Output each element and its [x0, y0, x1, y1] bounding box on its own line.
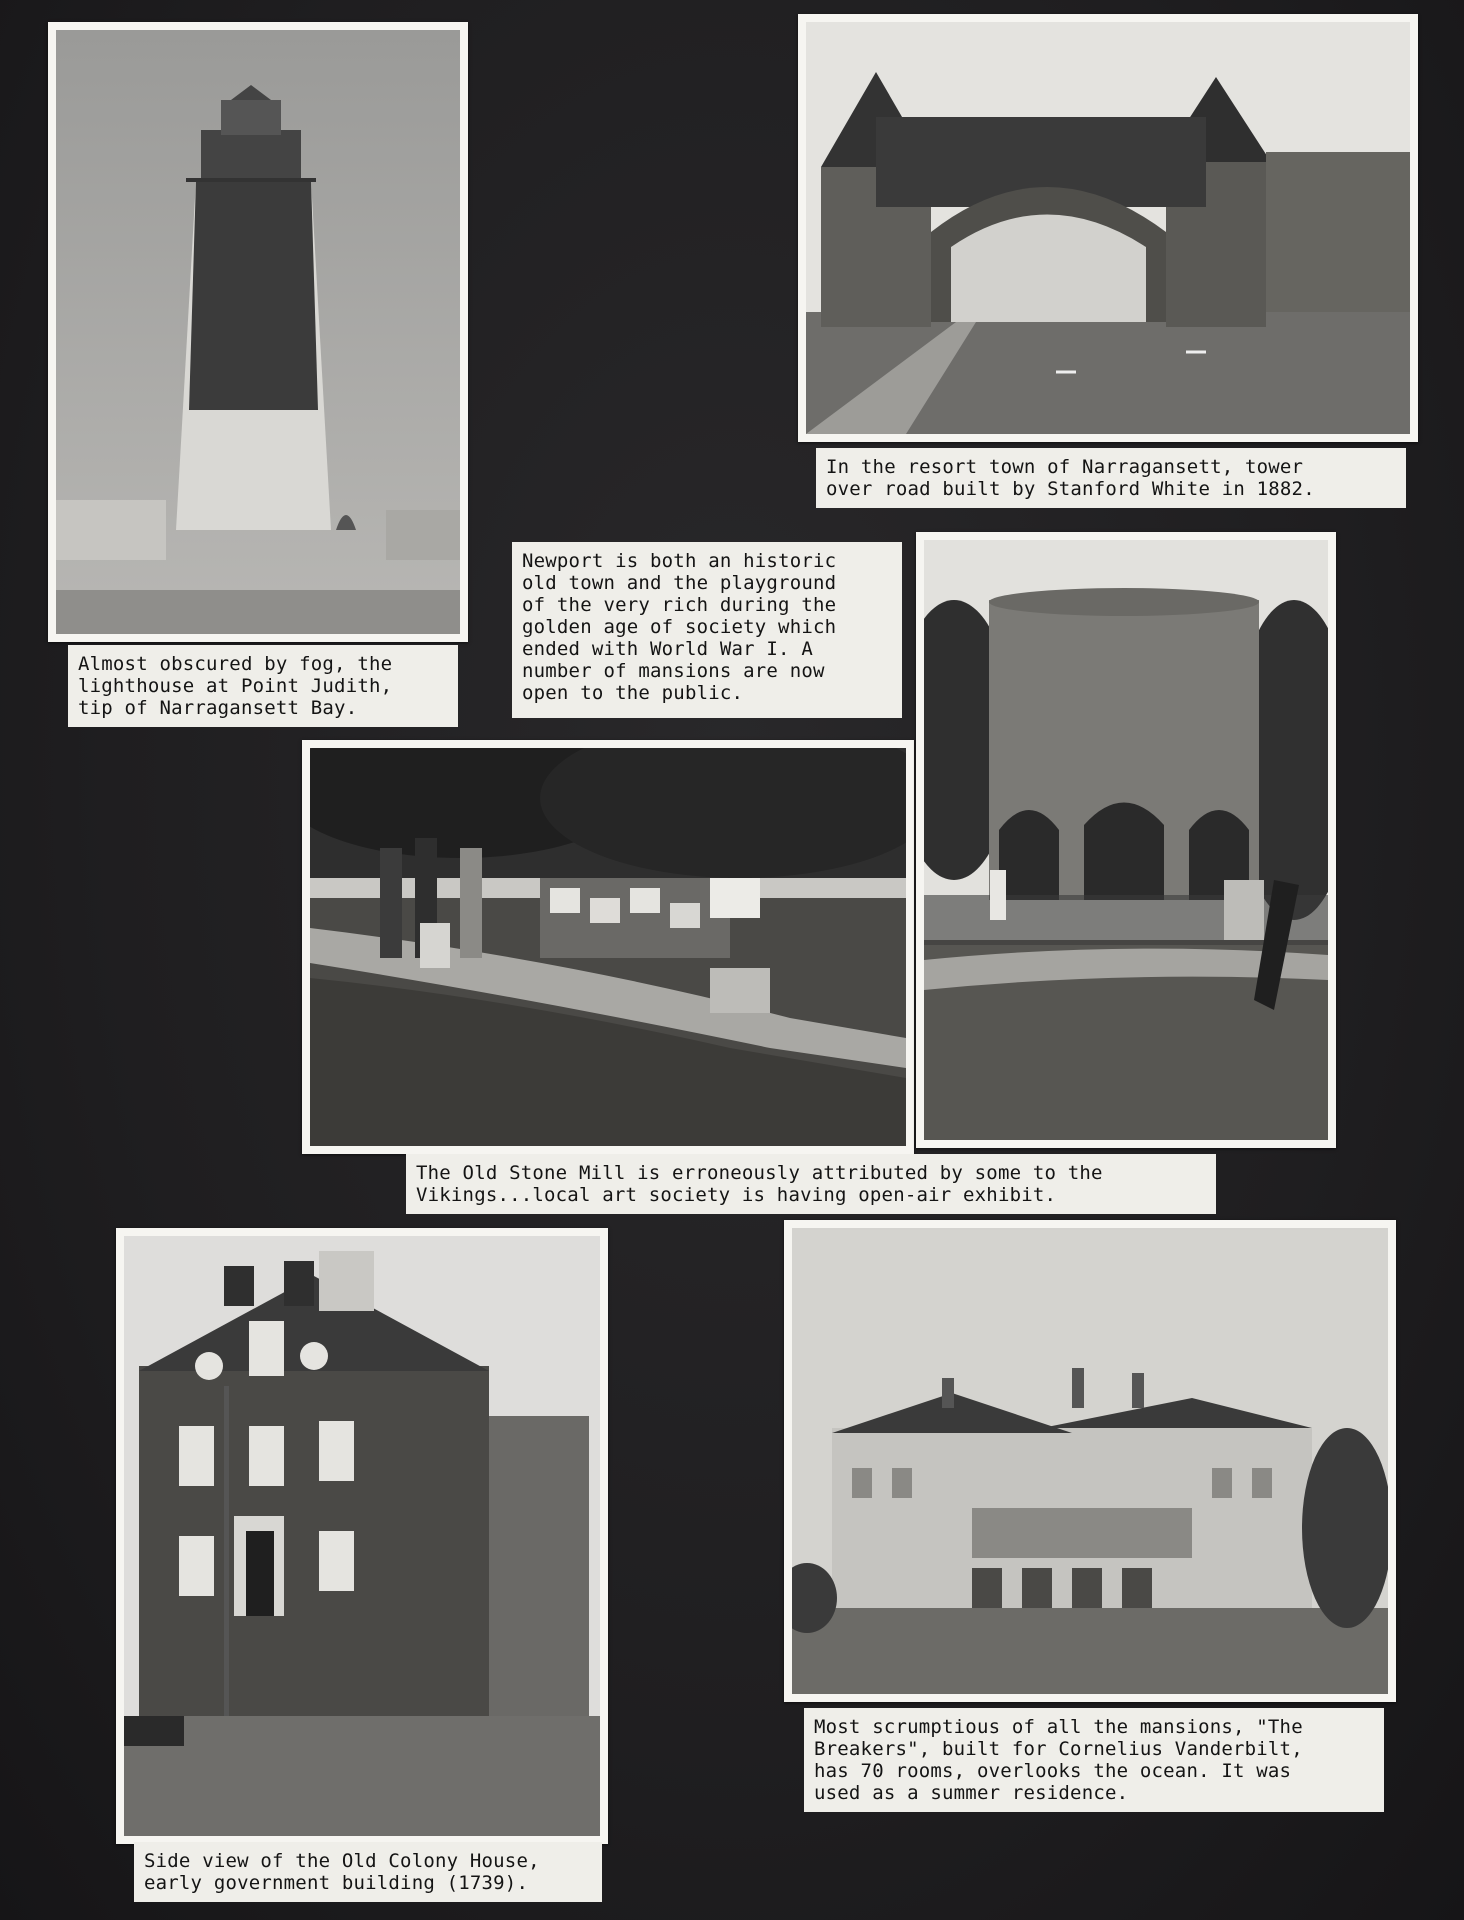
- colony-house-caption: Side view of the Old Colony House, early government building (1739).: [134, 1842, 602, 1902]
- old-stone-mill-photo: [916, 532, 1336, 1148]
- stone-mill-caption: The Old Stone Mill is erroneously attributed by some to the Vikings...local art society is having open-air exhibit.: [406, 1154, 1216, 1214]
- lighthouse-photo: [48, 22, 468, 642]
- the-breakers-photo: [784, 1220, 1396, 1702]
- newport-caption: Newport is both an historic old town and the playground of the very rich during the golden age of society which ended with World War I. A number of mansions are now open to the public.: [512, 542, 902, 718]
- breakers-caption: Most scrumptious of all the mansions, "The Breakers", built for Cornelius Vanderbilt, has 70 rooms, overlooks the ocean. It was used as a summer residence.: [804, 1708, 1384, 1812]
- narragansett-caption: In the resort town of Narragansett, tower over road built by Stanford White in 1882.: [816, 448, 1406, 508]
- lighthouse-caption: Almost obscured by fog, the lighthouse at Point Judith, tip of Narragansett Bay.: [68, 645, 458, 727]
- narragansett-towers-photo: [798, 14, 1418, 442]
- art-exhibit-photo: [302, 740, 914, 1154]
- old-colony-house-photo: [116, 1228, 608, 1844]
